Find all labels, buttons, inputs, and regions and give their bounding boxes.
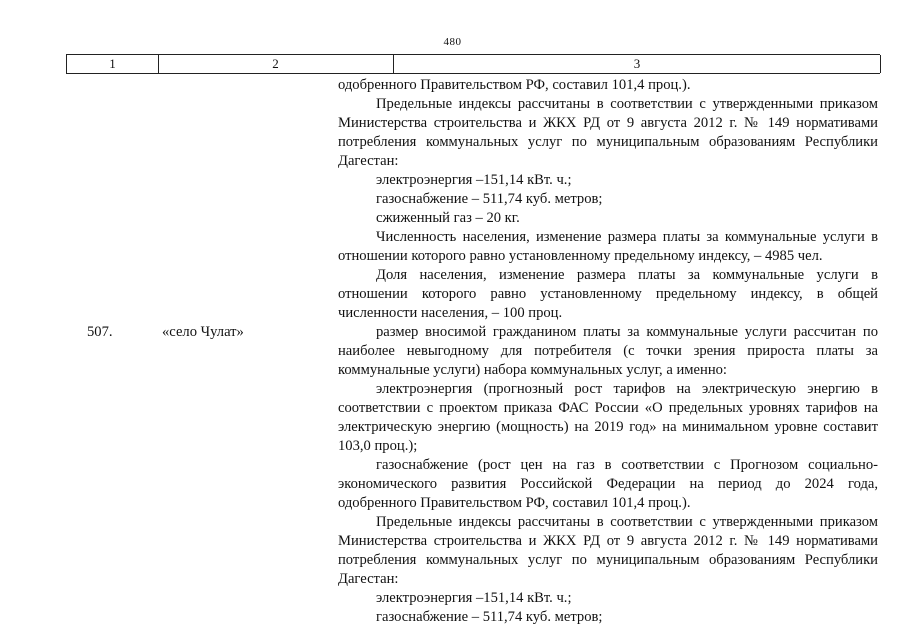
text-line: соответствии с проектом приказа ФАС России «О предельных уровнях тарифов на [338, 400, 878, 416]
text-line: одобренного Правительством РФ, составил 101,4 проц.). [338, 77, 691, 93]
header-col-2: 2 [158, 55, 394, 73]
text-line: электроэнергия –151,14 кВт. ч.; [376, 590, 572, 606]
text-line: коммунальные услуги) набора коммунальных услуг, а именно: [338, 362, 727, 378]
text-line: 103,0 проц.); [338, 438, 418, 454]
text-line: электроэнергия –151,14 кВт. ч.; [376, 172, 572, 188]
text-line: Численность населения, изменение размера платы за коммунальные услуги в [376, 229, 878, 245]
page-number: 480 [443, 36, 462, 48]
text-line: электроэнергия (прогнозный рост тарифов на электрическую энергию в [376, 381, 878, 397]
text-line: одобренного Правительством РФ, составил 101,4 проц.). [338, 495, 691, 511]
text-line: газоснабжение – 511,74 куб. метров; [376, 191, 603, 207]
text-line: экономического развития Российской Федерации на период до 2024 года, [338, 476, 878, 492]
text-line: потребления коммунальных услуг по муниципальным образованиям Республики [338, 134, 878, 150]
text-line: газоснабжение (рост цен на газ в соответствии с Прогнозом социально- [376, 457, 878, 473]
text-line: Предельные индексы рассчитаны в соответствии с утвержденными приказом [376, 514, 878, 530]
settlement-name: «село Чулат» [162, 324, 244, 340]
header-col-1: 1 [66, 55, 159, 73]
text-line: Дагестан: [338, 571, 399, 587]
text-line: Доля населения, изменение размера платы за коммунальные услуги в [376, 267, 878, 283]
text-line: размер вносимой гражданином платы за коммунальные услуги рассчитан по [376, 324, 878, 340]
row-number: 507. [87, 324, 113, 340]
text-line: Предельные индексы рассчитаны в соответствии с утвержденными приказом [376, 96, 878, 112]
table-header-row [66, 54, 880, 74]
text-line: наиболее невыгодному для потребителя (с точки зрения прироста платы за [338, 343, 878, 359]
text-line: сжиженный газ – 20 кг. [376, 210, 520, 226]
text-line: отношении которого равно установленному предельному индексу, – 4985 чел. [338, 248, 823, 264]
text-line: Министерства строительства и ЖКХ РД от 9 августа 2012 г. № 149 нормативами [338, 115, 878, 131]
text-line: газоснабжение – 511,74 куб. метров; [376, 609, 603, 625]
header-col-3: 3 [394, 55, 881, 73]
text-line: Дагестан: [338, 153, 399, 169]
text-line: Министерства строительства и ЖКХ РД от 9 августа 2012 г. № 149 нормативами [338, 533, 878, 549]
text-line: численности населения, – 100 проц. [338, 305, 563, 321]
text-line: потребления коммунальных услуг по муниципальным образованиям Республики [338, 552, 878, 568]
text-line: электрическую энергию (мощность) на 2019 год» на минимальном уровне составит [338, 419, 878, 435]
text-line: отношении которого равно установленному предельному индексу, в общей [338, 286, 878, 302]
